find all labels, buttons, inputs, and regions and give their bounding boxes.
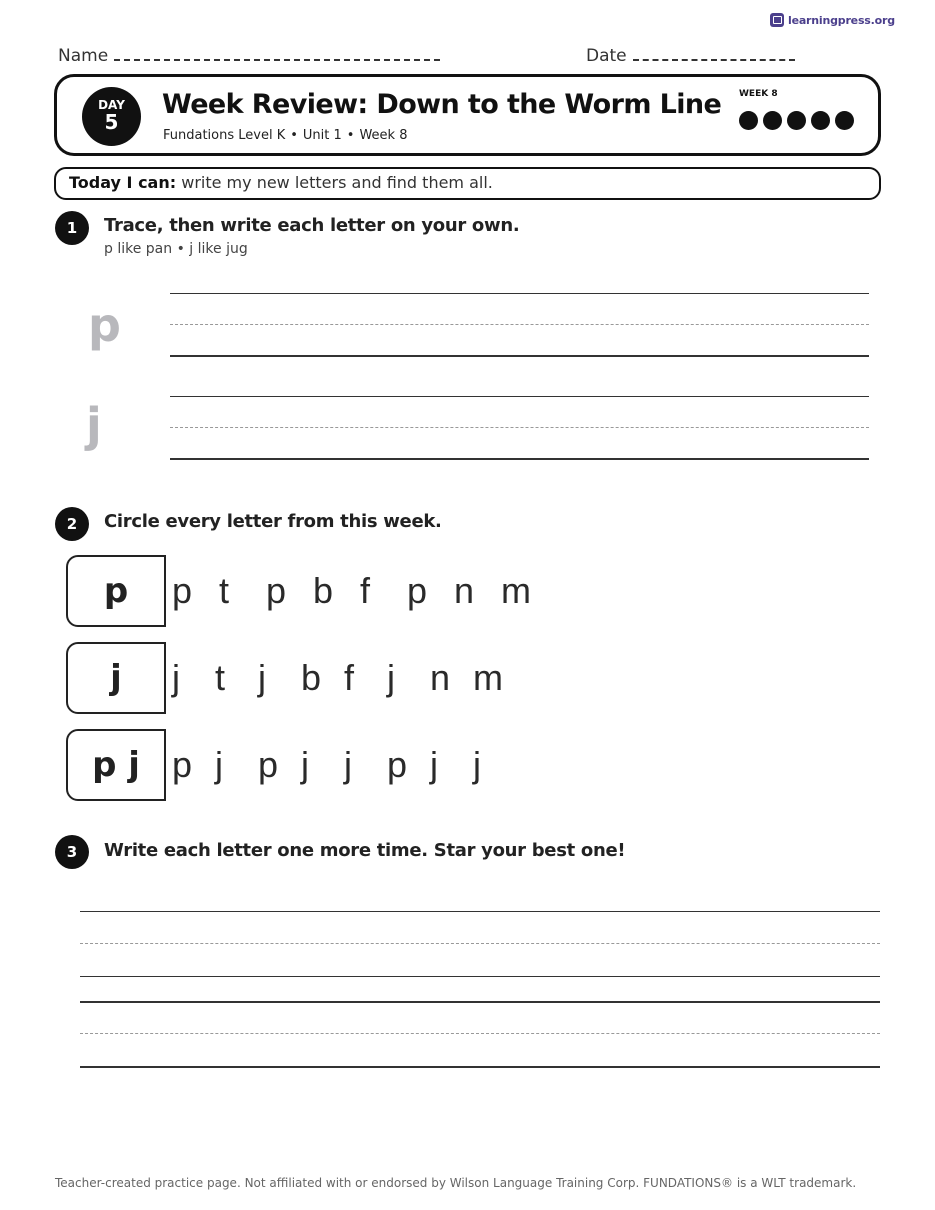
letter-choices xyxy=(172,570,548,612)
letter-choice[interactable]: t xyxy=(215,657,226,698)
circle-row-j xyxy=(66,642,516,714)
day-number: 5 xyxy=(104,110,119,134)
top-line xyxy=(170,293,869,294)
week-text: Week 8 xyxy=(359,128,408,143)
letter-choice[interactable]: f xyxy=(360,570,371,611)
letter-choice[interactable]: j xyxy=(258,657,266,698)
week-progress-dot xyxy=(787,111,806,130)
target-letter-box: j xyxy=(66,642,166,714)
name-blank-line[interactable] xyxy=(114,47,440,61)
letter-choice[interactable]: p xyxy=(266,570,287,611)
letter-choice[interactable]: p xyxy=(172,744,193,785)
name-field[interactable] xyxy=(58,46,440,66)
letter-choice[interactable]: m xyxy=(473,657,503,698)
book-icon xyxy=(770,13,784,27)
section-3-title: Write each letter one more time. Star your best one! xyxy=(104,840,626,861)
letter-choice[interactable]: j xyxy=(430,744,438,785)
section-1-number: 1 xyxy=(55,211,89,245)
circle-row-pj xyxy=(66,729,516,801)
separator-dot: • xyxy=(290,128,298,143)
letter-choice[interactable]: p xyxy=(387,744,408,785)
unit-text: Unit 1 xyxy=(302,128,342,143)
handwriting-lines-1[interactable] xyxy=(80,911,880,979)
top-line xyxy=(80,911,880,912)
midline xyxy=(80,1033,880,1034)
letter-choice[interactable]: n xyxy=(454,570,475,611)
top-line xyxy=(170,396,869,397)
section-2-title: Circle every letter from this week. xyxy=(104,511,442,532)
target-letter-box: p j xyxy=(66,729,166,801)
letter-choice[interactable]: j xyxy=(172,657,180,698)
week-progress-dot xyxy=(811,111,830,130)
footer-disclaimer: Teacher-created practice page. Not affiliated with or endorsed by Wilson Language Training Corp. FUNDATIONS® is a WLT trademark. xyxy=(55,1176,857,1190)
handwriting-lines-2[interactable] xyxy=(80,1001,880,1069)
trace-letter-p: p xyxy=(88,298,121,352)
page-subtitle xyxy=(163,128,408,143)
separator-dot: • xyxy=(346,128,355,143)
brand-text: learningpress.org xyxy=(788,13,895,27)
letter-choice[interactable]: j xyxy=(344,744,352,785)
handwriting-lines-p[interactable] xyxy=(170,293,869,357)
page-title: Week Review: Down to the Worm Line xyxy=(162,89,722,120)
today-label: Today I can: xyxy=(69,173,177,192)
letter-choice[interactable]: j xyxy=(473,744,481,785)
baseline xyxy=(80,976,880,977)
section-2-number: 2 xyxy=(55,507,89,541)
date-blank-line[interactable] xyxy=(633,47,795,61)
trace-letter-j: j xyxy=(86,398,102,452)
brand-logo[interactable] xyxy=(770,13,895,27)
week-progress-dot xyxy=(835,111,854,130)
day-label: DAY xyxy=(98,98,125,112)
letter-choices xyxy=(172,657,516,699)
week-badge-label: WEEK 8 xyxy=(739,89,778,99)
letter-choices xyxy=(172,744,516,786)
letter-choice[interactable]: b xyxy=(313,570,334,611)
today-text: write my new letters and find them all. xyxy=(181,173,493,192)
section-3-number: 3 xyxy=(55,835,89,869)
target-letter-box: p xyxy=(66,555,166,627)
section-1-title: Trace, then write each letter on your own. xyxy=(104,215,520,236)
letter-choice[interactable]: j xyxy=(301,744,309,785)
baseline xyxy=(80,1066,880,1068)
letter-choice[interactable]: p xyxy=(172,570,193,611)
letter-choice[interactable]: p xyxy=(407,570,428,611)
top-line xyxy=(80,1001,880,1003)
date-label: Date xyxy=(586,46,627,66)
section-1-subtitle: p like pan • j like jug xyxy=(104,241,248,257)
header-box xyxy=(54,74,881,156)
date-field[interactable] xyxy=(586,46,795,66)
midline xyxy=(80,943,880,944)
letter-choice[interactable]: n xyxy=(430,657,451,698)
circle-row-p xyxy=(66,555,548,627)
midline xyxy=(170,324,869,325)
week-progress-dot xyxy=(763,111,782,130)
letter-choice[interactable]: p xyxy=(258,744,279,785)
week-progress-dot xyxy=(739,111,758,130)
day-badge xyxy=(82,87,141,146)
today-i-can-box xyxy=(54,167,881,200)
letter-choice[interactable]: m xyxy=(501,570,531,611)
baseline xyxy=(170,458,869,460)
letter-choice[interactable]: t xyxy=(219,570,230,611)
baseline xyxy=(170,355,869,357)
letter-choice[interactable]: j xyxy=(215,744,223,785)
letter-choice[interactable]: f xyxy=(344,657,355,698)
level-text: Fundations Level K xyxy=(163,128,286,143)
letter-choice[interactable]: b xyxy=(301,657,322,698)
letter-choice[interactable]: j xyxy=(387,657,395,698)
midline xyxy=(170,427,869,428)
name-label: Name xyxy=(58,46,109,66)
handwriting-lines-j[interactable] xyxy=(170,396,869,460)
week-progress-dots xyxy=(739,111,854,130)
